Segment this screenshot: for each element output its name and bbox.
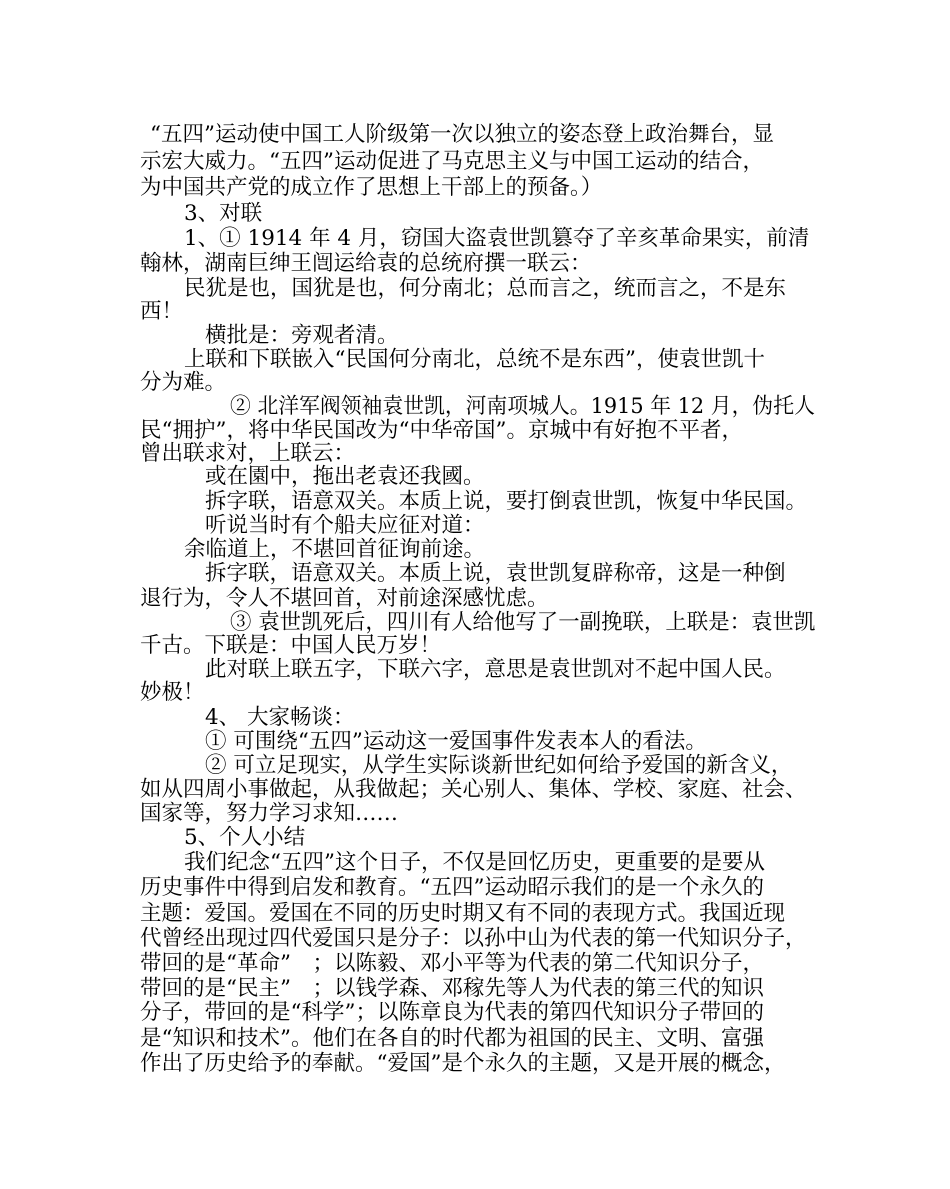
text-line: 分子，带回的是“科学”；以陈章良为代表的第四代知识分子带回的 bbox=[140, 1000, 764, 1025]
text-line: ① 可围绕“五四”运动这一爱国事件发表本人的看法。 bbox=[205, 729, 707, 754]
text-line: 上联和下联嵌入“民国何分南北，总统不是东西”，使袁世凯十 bbox=[184, 347, 765, 372]
text-line: 1、① 1914 年 4 月，窃国大盗袁世凯篡夺了辛亥革命果实，前清 bbox=[184, 226, 810, 251]
text-line: 余临道上，不堪回首征询前途。 bbox=[184, 537, 486, 562]
text-line: 民犹是也，国犹是也，何分南北；总而言之，统而言之，不是东 bbox=[184, 276, 787, 301]
text-line: 分为难。 bbox=[140, 370, 227, 395]
section-heading: 3、对联 bbox=[184, 201, 263, 226]
text-line: ③ 袁世凯死后，四川有人给他写了一副挽联，上联是：袁世凯 bbox=[230, 610, 816, 635]
text-line: 听说当时有个船夫应征对道： bbox=[205, 513, 485, 538]
text-line: 拆字联，语意双关。本质上说，要打倒袁世凯，恢复中华民国。 bbox=[205, 489, 808, 514]
text-line: 民“拥护”，将中华民国改为“中华帝国”。京城中有好抱不平者， bbox=[140, 418, 743, 443]
text-line: 曾出联求对，上联云： bbox=[140, 441, 356, 466]
text-line: 代曾经出现过四代爱国只是分子：以孙中山为代表的第一代知识分子， bbox=[140, 926, 807, 951]
text-line: 历史事件中得到启发和教育。“五四”运动昭示我们的是一个永久的 bbox=[140, 875, 764, 900]
text-line: 国家等，努力学习求知…… bbox=[140, 801, 399, 826]
text-line: 或在園中，拖出老袁还我國。 bbox=[205, 464, 485, 489]
text-line: 此对联上联五字，下联六字，意思是袁世凯对不起中国人民。 bbox=[205, 657, 786, 682]
text-line: ② 可立足现实，从学生实际谈新世纪如何给予爱国的新含义， bbox=[205, 753, 793, 778]
text-line: 主题：爱国。爱国在不同的历史时期又有不同的表现方式。我国近现 bbox=[140, 901, 786, 926]
text-line: 西！ bbox=[140, 299, 184, 324]
text-line: 妙极！ bbox=[140, 680, 205, 705]
text-line: 退行为，令人不堪回首，对前途深感忧虑。 bbox=[140, 586, 549, 611]
text-line: 是“知识和技术”。他们在各自的时代都为祖国的民主、文明、富强 bbox=[140, 1026, 764, 1051]
text-line: 如从四周小事做起，从我做起；关心别人、集体、学校、家庭、社会、 bbox=[140, 777, 807, 802]
text-line: 作出了历史给予的奉献。“爱国”是个永久的主题，又是开展的概念， bbox=[140, 1051, 786, 1076]
text-line: 我们纪念“五四”这个日子，不仅是回忆历史，更重要的是要从 bbox=[184, 850, 765, 875]
text-line: 拆字联，语意双关。本质上说，袁世凯复辟称帝，这是一种倒 bbox=[205, 561, 786, 586]
text-line: 示宏大威力。“五四”运动促进了马克思主义与中国工运动的结合， bbox=[140, 149, 764, 174]
text-line: 翰林，湖南巨绅王闿运给袁的总统府撰一联云： bbox=[140, 251, 592, 276]
text-line: 千古。下联是：中国人民万岁！ bbox=[140, 633, 442, 658]
text-line: “五四”运动使中国工人阶级第一次以独立的姿态登上政治舞台，显 bbox=[150, 122, 774, 147]
text-line: 带回的是“革命” ；以陈毅、邓小平等为代表的第二代知识分子， bbox=[140, 951, 764, 976]
section-heading: 4、 大家畅谈： bbox=[205, 705, 355, 730]
text-line: ② 北洋军阀领袖袁世凯，河南项城人。1915 年 12 月，伪托人 bbox=[230, 394, 815, 419]
text-line: 横批是：旁观者清。 bbox=[205, 323, 399, 348]
text-line: 带回的是“民主” ；以钱学森、邓稼先等人为代表的第三代的知识 bbox=[140, 976, 764, 1001]
text-line: 为中国共产党的成立作了思想上干部上的预备。） bbox=[140, 175, 603, 200]
section-heading: 5、个人小结 bbox=[184, 825, 306, 850]
